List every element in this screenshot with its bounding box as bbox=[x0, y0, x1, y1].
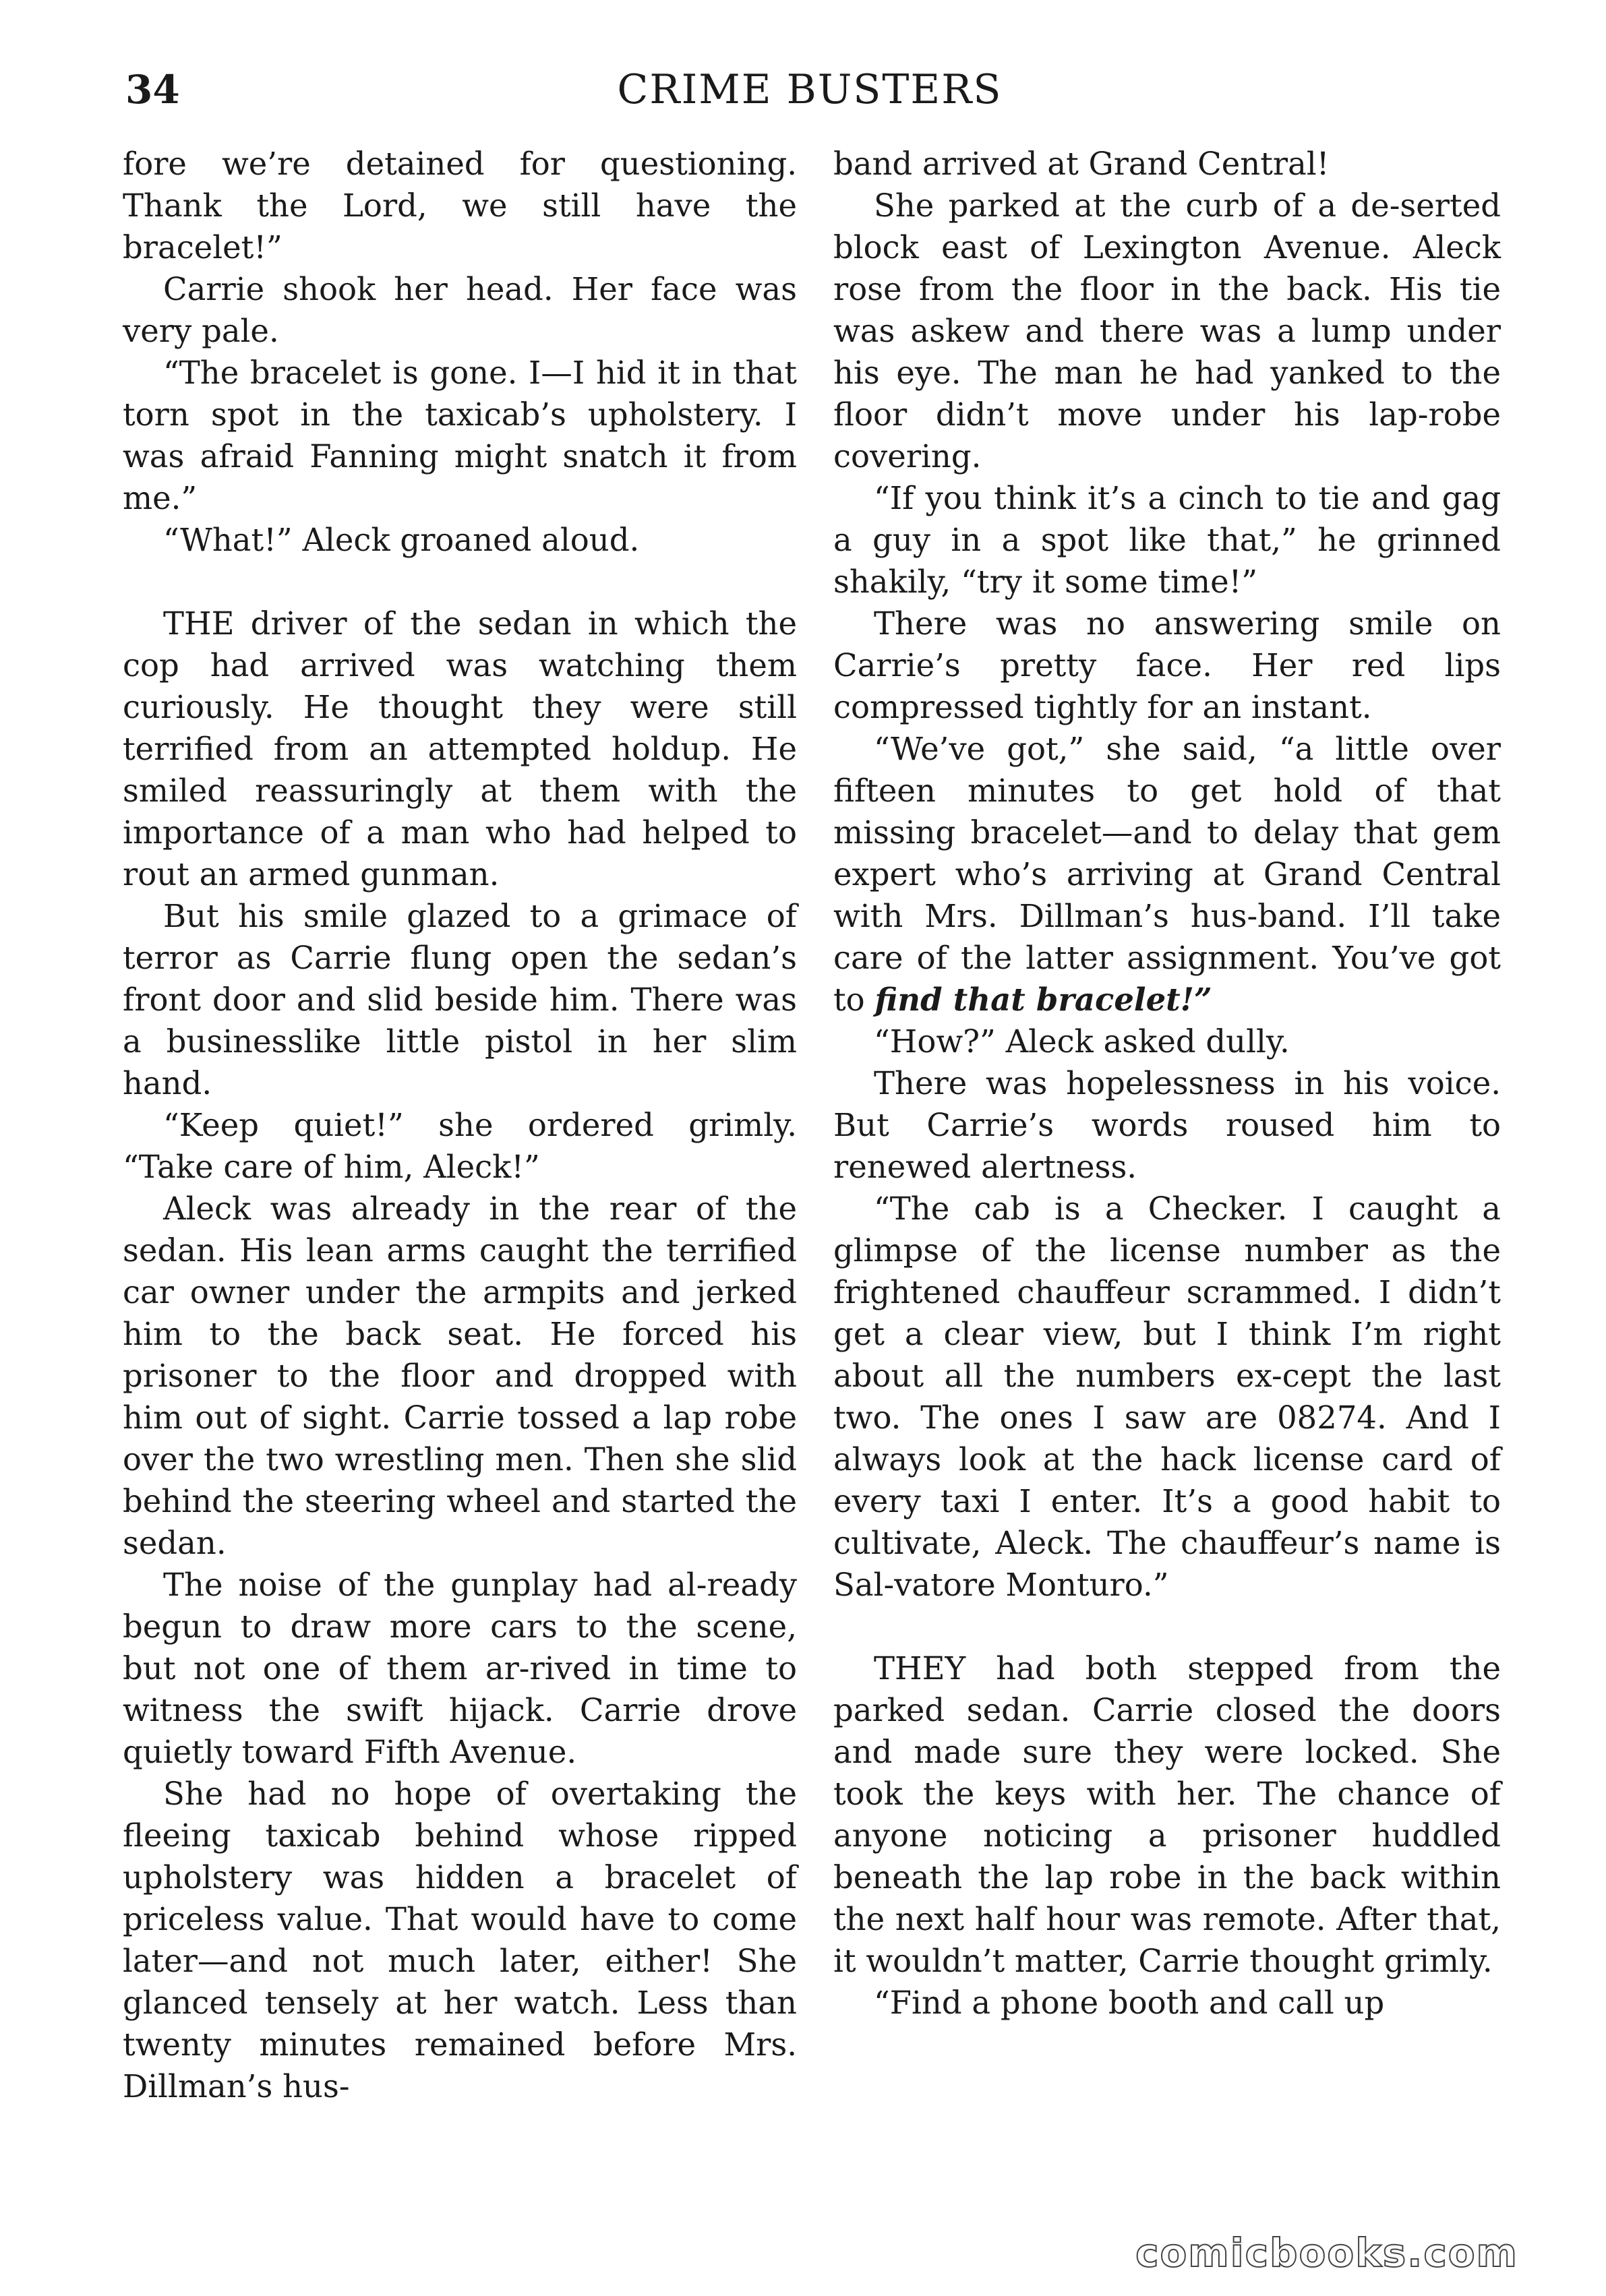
paragraph-text: There was hopelessness in his voice. But Carrie’s words roused him to renewed alertness. bbox=[833, 1065, 1501, 1185]
paragraph-text: THEY had both stepped from the parked sedan. Carrie closed the doors and made sure they were locked. She took the keys with her. The chance of anyone noticing a prisoner huddled beneath the lap robe in the back within the next half hour was remote. After that, it wouldn’t matter, Carrie thought grimly. bbox=[833, 1650, 1501, 1979]
paragraph bbox=[833, 1021, 1501, 1062]
paragraph-text: “If you think it’s a cinch to tie and gag a guy in a spot like that,” he grinned shakily, “try it some time!” bbox=[833, 480, 1501, 600]
paragraph-text: fore we’re detained for questioning. Thank the Lord, we still have the bracelet!” bbox=[123, 146, 797, 266]
paragraph-text: “Keep quiet!” she ordered grimly. “Take care of him, Aleck!” bbox=[123, 1107, 797, 1185]
paragraph-text: “What!” Aleck groaned aloud. bbox=[163, 522, 640, 558]
paragraph-text: band arrived at Grand Central! bbox=[833, 146, 1330, 182]
paragraph bbox=[123, 603, 797, 895]
paragraph-text: “Find a phone booth and call up bbox=[874, 1985, 1385, 2021]
paragraph bbox=[833, 1062, 1501, 1188]
right-column bbox=[833, 143, 1501, 2024]
paragraph-text: “How?” Aleck asked dully. bbox=[874, 1023, 1290, 1060]
paragraph-text: THE driver of the sedan in which the cop had arrived was watching them curiously. He thought they were still terrified from an attempted holdup. He smiled reassuringly at them with the importance of a man who had helped to rout an armed gunman. bbox=[123, 605, 797, 893]
paragraph bbox=[123, 1564, 797, 1773]
left-column bbox=[123, 143, 797, 2107]
paragraph bbox=[833, 1982, 1501, 2024]
paragraph bbox=[123, 519, 797, 561]
paragraph bbox=[123, 895, 797, 1104]
paragraph bbox=[833, 1188, 1501, 1606]
paragraph-text: “The bracelet is gone. I—I hid it in that torn spot in the taxicab’s upholstery. I was afraid Fanning might snatch it from me.” bbox=[123, 355, 797, 516]
paragraph bbox=[123, 143, 797, 268]
paragraph bbox=[123, 1773, 797, 2107]
paragraph-text: Carrie shook her head. Her face was very pale. bbox=[123, 271, 797, 349]
page-number: 34 bbox=[125, 67, 180, 113]
paragraph bbox=[833, 1648, 1501, 1982]
watermark: comicbooks.com bbox=[1135, 2230, 1518, 2276]
paragraph bbox=[833, 185, 1501, 477]
paragraph-text: “We’ve got,” she said, “a little over fifteen minutes to get hold of that missing bracelet—and to delay that gem expert who’s arriving at Grand Central with Mrs. Dillman’s hus-band. I’ll take care of the latter assignment. You’ve got to bbox=[833, 731, 1501, 1018]
paragraph bbox=[833, 728, 1501, 1021]
paragraph bbox=[123, 268, 797, 352]
paragraph-text: But his smile glazed to a grimace of terror as Carrie flung open the sedan’s front door and slid beside him. There was a businesslike little pistol in her slim hand. bbox=[123, 898, 797, 1101]
paragraph bbox=[123, 1188, 797, 1564]
paragraph bbox=[833, 477, 1501, 603]
page-header bbox=[125, 59, 1494, 120]
paragraph bbox=[833, 143, 1501, 185]
paragraph-text: She parked at the curb of a de-serted block east of Lexington Avenue. Aleck rose from the floor in the back. His tie was askew and there was a lump under his eye. The man he had yanked to the floor didn’t move under his lap-robe covering. bbox=[833, 187, 1501, 475]
paragraph bbox=[123, 352, 797, 519]
paragraph-text: Aleck was already in the rear of the sedan. His lean arms caught the terrified car owner under the armpits and jerked him to the back seat. He forced his prisoner to the floor and dropped with him out of sight. Carrie tossed a lap robe over the two wrestling men. Then she slid behind the steering wheel and started the sedan. bbox=[123, 1190, 797, 1561]
emphasis-text: find that bracelet!” bbox=[874, 981, 1212, 1018]
running-title: CRIME BUSTERS bbox=[617, 66, 1003, 113]
paragraph bbox=[123, 1104, 797, 1188]
paragraph-text: There was no answering smile on Carrie’s pretty face. Her red lips compressed tightly for an instant. bbox=[833, 605, 1501, 725]
paragraph bbox=[833, 603, 1501, 728]
paragraph-text: She had no hope of overtaking the fleeing taxicab behind whose ripped upholstery was hidden a bracelet of priceless value. That would have to come later—and not much later, either! She glanced tensely at her watch. Less than twenty minutes remained before Mrs. Dillman’s hus- bbox=[123, 1776, 797, 2105]
paragraph-text: The noise of the gunplay had al-ready begun to draw more cars to the scene, but not one of them ar-rived in time to witness the swift hijack. Carrie drove quietly toward Fifth Avenue. bbox=[123, 1567, 797, 1770]
paragraph-text: “The cab is a Checker. I caught a glimpse of the license number as the frightened chauffeur scrammed. I didn’t get a clear view, but I think I’m right about all the numbers ex-cept the last two. The ones I saw are 08274. And I always look at the hack license card of every taxi I enter. It’s a good habit to cultivate, Aleck. The chauffeur’s name is Sal-vatore Monturo.” bbox=[833, 1190, 1501, 1603]
